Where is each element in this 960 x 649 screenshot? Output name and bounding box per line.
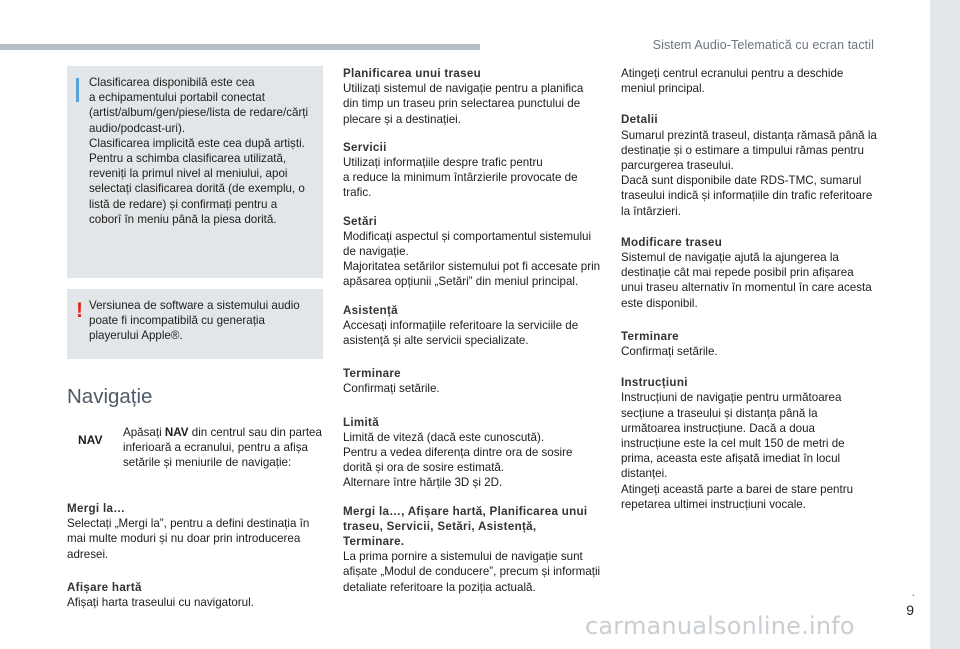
item-body: Accesați informațiile referitoare la serviciile de asistență și alte servicii specializate.: [343, 318, 579, 348]
item-body: Utilizați informațiile despre trafic pentru a reduce la minimum întârzierile provocate de trafic.: [343, 156, 578, 200]
item-body: La prima pornire a sistemului de navigație sunt afișate „Modul de conducere”, precum și informații detaliate referitoare la poziția actuală.: [343, 550, 601, 594]
menu-item-terminare-2: [621, 329, 877, 359]
menu-item-planificare: [343, 66, 601, 127]
item-body: Confirmați setările.: [343, 382, 440, 396]
item-title: Modificare traseu: [621, 235, 723, 249]
warning-note-text: Versiunea de software a sistemului audio poate fi incompatibilă cu generația playerului Apple®.: [89, 299, 300, 343]
section-title-navigation: Navigație: [67, 385, 153, 408]
item-title: Terminare: [621, 329, 679, 343]
item-body: Utilizați sistemul de navigație pentru a planifica din timp un traseu prin selectarea punctului de plecare și a destinației.: [343, 82, 584, 126]
column-left: [67, 66, 323, 622]
menu-item-summary: [343, 504, 601, 595]
nav-button-badge: NAV: [78, 433, 103, 447]
menu-item-terminare: [343, 366, 601, 396]
column-right: [621, 66, 877, 525]
item-body: Instrucțiuni de navigație pentru următoarea secțiune a traseului și distanța până la următoarea instrucțiune. Dacă a doua instrucțiune este la cel mult 150 de metri de prima, aceasta este afișată imediat în locul distanței. Atingeți această parte a barei de stare pentru repetarea ultimei instrucțiuni vocale.: [621, 391, 854, 511]
page-number: 9: [906, 602, 914, 618]
nav-intro-text: [123, 425, 323, 471]
item-title: Instrucțiuni: [621, 376, 688, 390]
item-title: Terminare: [343, 367, 401, 381]
page-dot: .: [911, 585, 915, 599]
page-header-title: Sistem Audio-Telematică cu ecran tactil: [652, 38, 874, 52]
header-rule: [0, 44, 480, 50]
nav-intro-before: Apăsați: [123, 426, 165, 439]
menu-item-limita: [343, 415, 601, 491]
nav-intro-bold: NAV: [164, 426, 189, 439]
menu-item-mergi-la: [67, 501, 323, 562]
item-title: Servicii: [343, 140, 387, 154]
menu-item-afisare-harta: [67, 580, 323, 610]
info-note: [67, 66, 323, 278]
item-title: Asistență: [343, 303, 398, 317]
item-title: Planificarea unui traseu: [343, 67, 481, 80]
info-note-text: Clasificarea disponibilă este cea a echipamentului portabil conectat (artist/album/gen/piese/lista de redare/cărți audio/podcast-uri). Clasificarea implicită este cea după artiști. Pentru a schimba clasificarea utilizată, reveniți la primul nivel al meniului, apoi selectați clasificarea dorită (de exemplu, o listă de redare) și confirmați pentru a coborî în meniu până la piesa dorită.: [89, 76, 309, 226]
item-title: Detalii: [621, 113, 658, 127]
item-body: Afișați harta traseului cu navigatorul.: [67, 596, 254, 610]
warning-exclamation-icon: !: [76, 299, 83, 322]
item-body: Selectați „Mergi la”, pentru a defini destinația în mai multe moduri și nu doar prin introducerea adresei.: [67, 517, 310, 561]
item-body: Sumarul prezintă traseul, distanța rămasă până la destinație și o estimare a timpului rămas pentru parcurgerea traseului. Dacă sunt disponibile date RDS-TMC, sumarul traseului indică și informațiile din trafic referitoare la întârzieri.: [621, 128, 877, 218]
item-title: Mergi la…: [67, 502, 126, 515]
menu-item-setari: [343, 214, 601, 290]
page-edge-strip: [930, 0, 960, 649]
menu-item-modificare-traseu: [621, 235, 877, 311]
menu-item-servicii: [343, 140, 601, 201]
menu-item-detalii: [621, 112, 877, 218]
item-title: Setări: [343, 214, 378, 228]
nav-intro-after: din centrul sau din partea inferioară a ecranului, pentru a afișa setările și meniurile de navigație:: [123, 426, 322, 470]
info-icon: [76, 78, 79, 102]
intro-text: Atingeți centrul ecranului pentru a deschide meniul principal.: [621, 67, 844, 96]
menu-item-instructiuni: [621, 375, 877, 512]
item-body: Sistemul de navigație ajută la ajungerea la destinație cât mai repede posibil prin afișarea unui traseu alternativ în momentul în care acesta este disponibil.: [621, 251, 872, 310]
column-middle: [343, 66, 601, 608]
nav-intro: [67, 425, 323, 487]
item-body: Modificați aspectul și comportamentul sistemului de navigație. Majoritatea setărilor sistemului pot fi accesate prin apăsarea opțiunii „Setări” din meniul principal.: [343, 229, 601, 289]
col3-intro: [621, 66, 877, 96]
item-body: Confirmați setările.: [621, 345, 718, 359]
item-title: Mergi la…, Afișare hartă, Planificarea unui traseu, Servicii, Setări, Asistență, Terminare.: [343, 504, 588, 549]
menu-item-asistenta: [343, 303, 601, 349]
watermark: carmanualsonline.info: [585, 612, 855, 640]
item-title: Afișare hartă: [67, 580, 142, 594]
item-title: Limită: [343, 415, 379, 429]
item-body: Limită de viteză (dacă este cunoscută). Pentru a vedea diferența dintre ora de sosire dorită și ora de sosire estimată. Alternare între hărțile 3D și 2D.: [343, 430, 573, 490]
warning-note: [67, 289, 323, 359]
